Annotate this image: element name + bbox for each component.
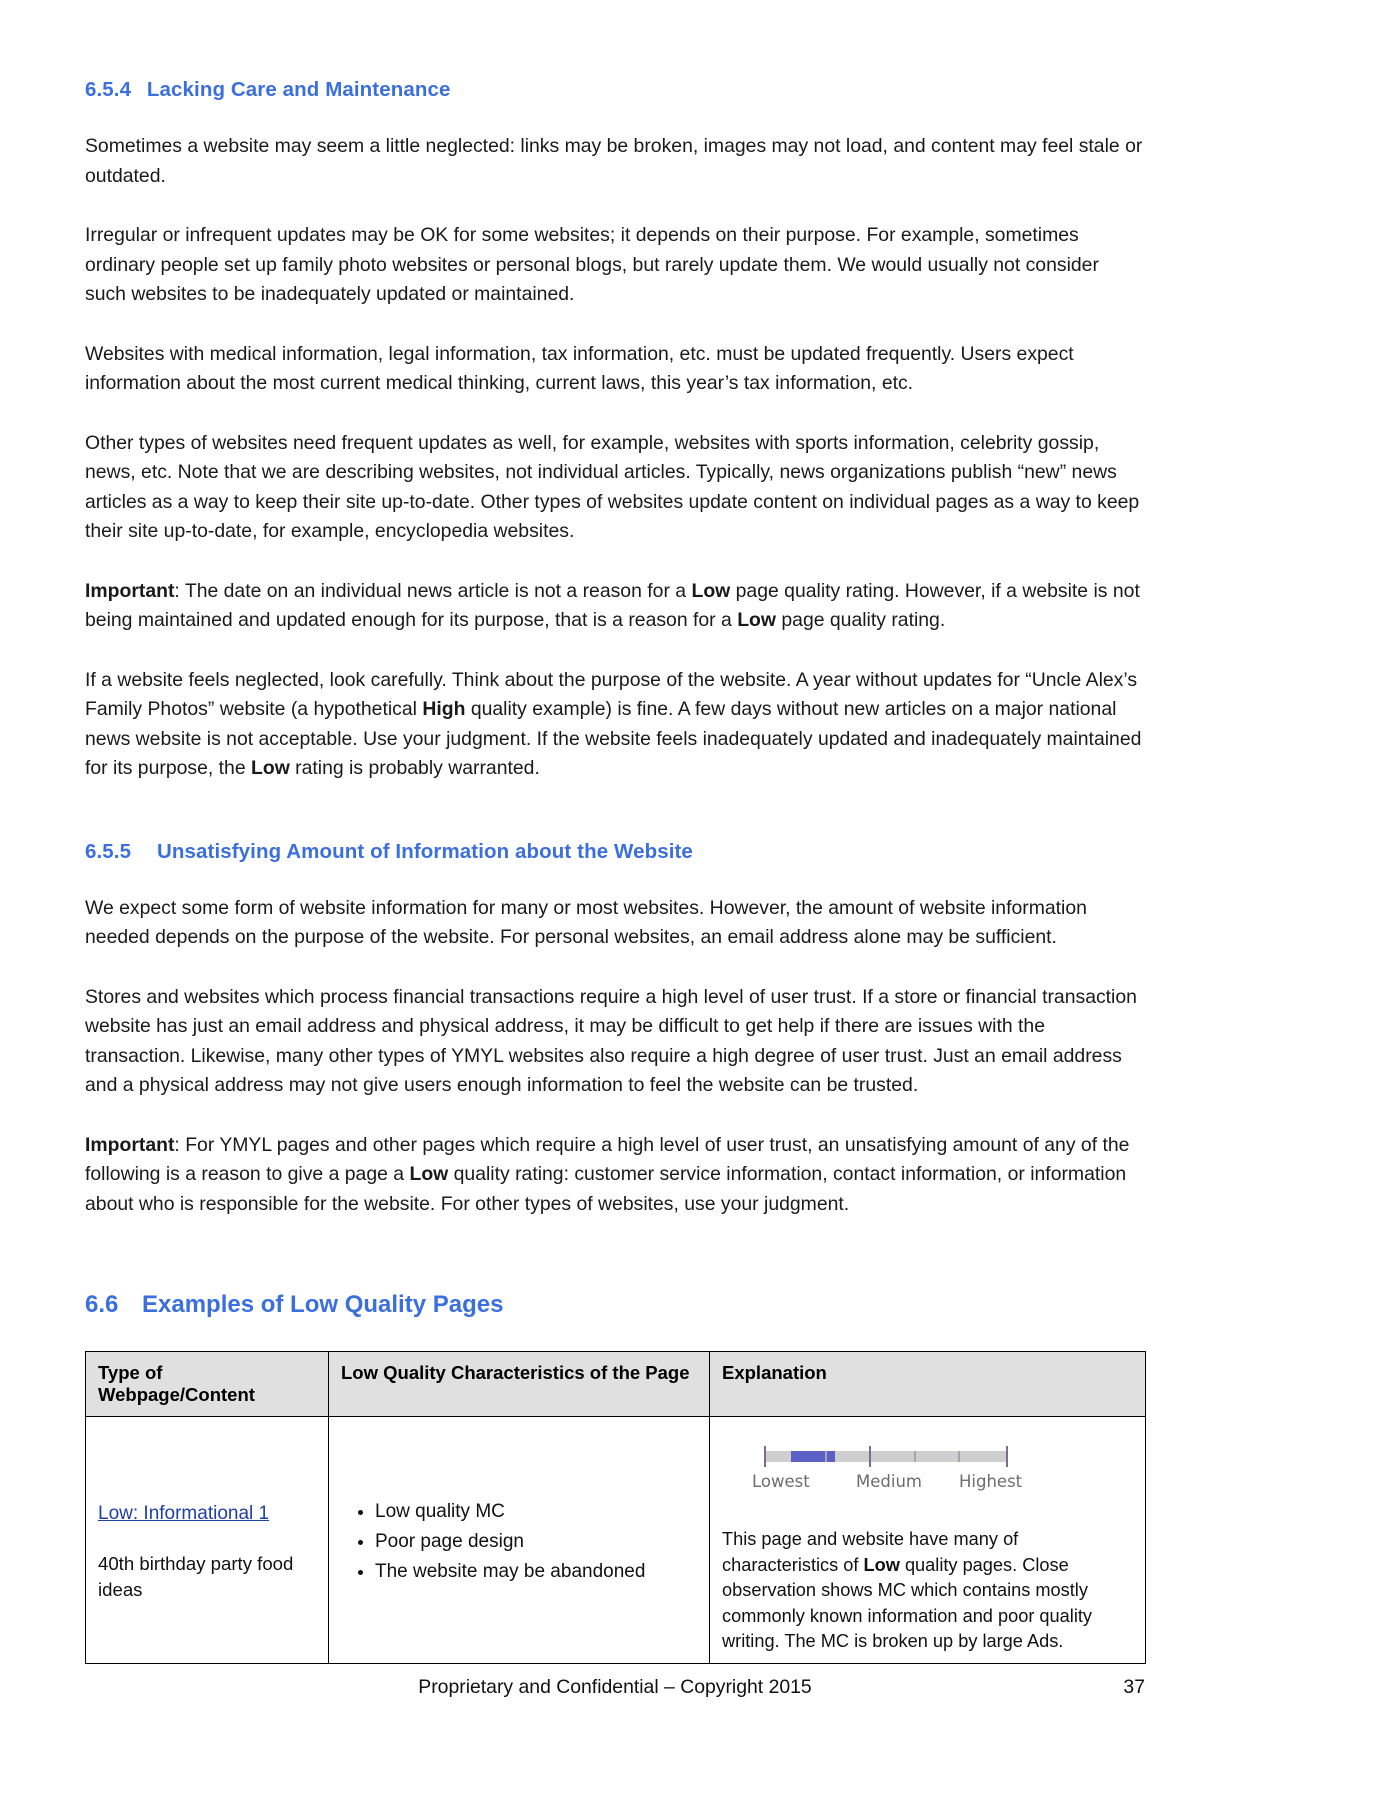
important-text-2: page quality rating. However, if a website is not being maintained and updated enough for its purpose, that is a reason for a <box>85 579 1140 631</box>
important-label-2: Important <box>85 1133 175 1156</box>
neglected-text-3: rating is probably warranted. <box>289 757 540 779</box>
rating-label-lowest: Lowest <box>752 1472 810 1491</box>
paragraph-654-4: Other types of websites need frequent updates as well, for example, websites with sports information, celebrity gossip, news, etc. Note that we are describing websites, not individual articles. Typically, news organizations publish “new” news articles as a way to keep their site up-to-date. Other types of websites update content on individual pages as a way to keep their site up-to-date, for example, encyclopedia websites. <box>85 431 1140 542</box>
neglected-text-2: quality example) is fine. A few days without new articles on a major national news website is not acceptable. Use your judgment. If the website feels inadequately updated and inadequately maintained for its purpose, the <box>85 698 1142 779</box>
important-text-3: page quality rating. <box>775 609 946 631</box>
neglected-bold-low: Low <box>251 757 290 779</box>
paragraph-654-3: Websites with medical information, legal information, tax information, etc. must be updated frequently. Users expect information about the most current medical thinking, current laws, this year’s tax information, etc. <box>85 342 1074 394</box>
explanation-part-1: This page and website have many of characteristics of <box>722 1529 1019 1575</box>
explanation-bold-low: Low <box>863 1554 900 1575</box>
rating-tick-minor-3 <box>958 1451 960 1462</box>
page-content <box>85 78 1145 1664</box>
table-header-row <box>86 1352 1146 1417</box>
important2-bold-low: Low <box>409 1163 449 1185</box>
important2-text-1: : For YMYL pages and other pages which require a high level of user trust, an unsatisfying amount of any of the following is a reason to give a page a <box>85 1133 1130 1185</box>
rating-tick-medium <box>869 1446 871 1467</box>
important-bold-low-2: Low <box>737 609 776 631</box>
list-item: • Poor page design <box>375 1527 699 1557</box>
type-inner <box>98 1425 318 1603</box>
important-text-1: : The date on an individual news article is not a reason for a <box>174 579 692 602</box>
table-row <box>86 1417 1146 1664</box>
heading-6-5-4-title: Lacking Care and Maintenance <box>146 78 451 101</box>
paragraph-655-1: We expect some form of website information for many or most websites. However, the amount of website information needed depends on the purpose of the website. For personal websites, an email address alone may be sufficient. <box>85 896 1087 948</box>
section-spacer <box>85 814 1145 840</box>
characteristics-list <box>341 1497 699 1587</box>
rating-slider-labels <box>742 1472 1022 1496</box>
page-quality-rating-slider[interactable] <box>742 1439 1022 1507</box>
paragraph-654-2: Irregular or infrequent updates may be OK for some websites; it depends on their purpose. For example, sometimes ordinary people set up family photo websites or personal blogs, but rarely update them. We would usually not consider such websites to be inadequately updated or maintained. <box>85 224 1099 305</box>
rating-tick-highest <box>1006 1446 1008 1467</box>
explanation-text <box>722 1527 1135 1655</box>
rating-slider-fill <box>791 1451 835 1462</box>
heading-6-5-5-title: Unsatisfying Amount of Information about the Website <box>157 839 693 863</box>
important-bold-low-1: Low <box>691 579 731 602</box>
examples-table <box>85 1351 1146 1664</box>
list-item: • The website may be abandoned <box>375 1557 699 1587</box>
expl-inner <box>722 1425 1135 1655</box>
rating-slider-track <box>764 1451 1008 1462</box>
footer-page-number: 37 <box>1123 1676 1145 1698</box>
heading-6-5-4 <box>85 78 1145 102</box>
section-spacer-2 <box>85 1249 1145 1291</box>
heading-6-6-title: Examples of Low Quality Pages <box>142 1291 504 1318</box>
rating-tick-minor-1 <box>825 1451 827 1462</box>
heading-6-5-4-number: 6.5.4 <box>85 78 132 101</box>
important2-text-2: quality rating: customer service information, contact information, or information about who is responsible for the website. For other types of websites, use your judgment. <box>85 1163 1127 1215</box>
paragraph-655-2: Stores and websites which process financial transactions require a high level of user trust. If a store or financial transaction website has just an email address and physical address, it may be difficult to get help if there are issues with the transaction. Likewise, many other types of YMYL websites also require a high degree of user trust. Just an email address and a physical address may not give users enough information to feel the website can be trusted. <box>85 985 1137 1096</box>
cell-webpage-type <box>86 1417 329 1664</box>
important-label: Important <box>85 579 175 602</box>
heading-6-5-5 <box>85 840 1145 864</box>
neglected-bold-high: High <box>422 698 466 720</box>
list-item: • Low quality MC <box>375 1497 699 1527</box>
paragraph-654-1: Sometimes a website may seem a little neglected: links may be broken, images may not load, and content may feel stale or outdated. <box>85 135 1143 187</box>
cell-explanation <box>710 1417 1146 1664</box>
cell-low-quality-characteristics <box>329 1417 710 1664</box>
heading-6-6 <box>85 1291 1145 1319</box>
rating-label-highest: Highest <box>959 1472 1023 1491</box>
neglected-text-1: If a website feels neglected, look carefully. Think about the purpose of the website. A year without updates for “Uncle Alex’s Family Photos” website (a hypothetical <box>85 668 1138 720</box>
rating-tick-lowest <box>764 1446 766 1467</box>
page-footer <box>85 1676 1145 1706</box>
chars-inner <box>341 1425 699 1587</box>
paragraph-654-neglected <box>85 666 1145 784</box>
table-header-type: Type of Webpage/Content <box>86 1352 329 1417</box>
explanation-part-2: quality pages. Close observation shows MC which contains mostly commonly known information and poor quality writing. The MC is broken up by large Ads. <box>722 1554 1093 1651</box>
footer-copyright: Proprietary and Confidential – Copyright 2015 <box>418 1676 812 1698</box>
paragraph-654-important <box>85 577 1145 636</box>
table-header-characteristics: Low Quality Characteristics of the Page <box>329 1352 710 1417</box>
heading-6-6-number: 6.6 <box>85 1291 119 1318</box>
paragraph-655-important <box>85 1131 1145 1220</box>
example-page-description: 40th birthday party food ideas <box>98 1553 294 1600</box>
heading-6-5-5-number: 6.5.5 <box>85 839 132 863</box>
rating-tick-minor-2 <box>914 1451 916 1462</box>
table-header-explanation: Explanation <box>710 1352 1146 1417</box>
example-page-link[interactable]: Low: Informational 1 <box>98 1503 270 1524</box>
rating-label-medium: Medium <box>856 1472 922 1491</box>
